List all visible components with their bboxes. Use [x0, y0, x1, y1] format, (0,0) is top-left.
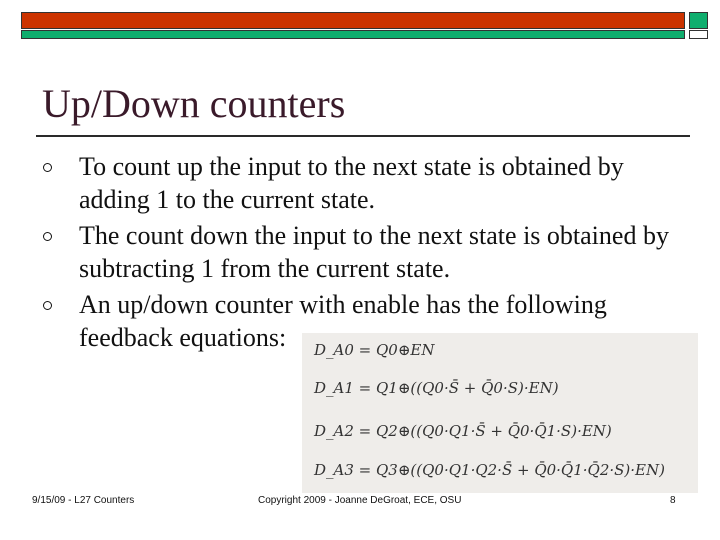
decorative-header-bars — [21, 10, 710, 40]
bullet-text: To count up the input to the next state is obtained by adding 1 to the current state. — [79, 152, 624, 214]
bullet-item — [42, 219, 692, 285]
bullet-circle-icon — [43, 232, 52, 241]
equation-da1: D_A1 = Q1⊕((Q0·S̄ + Q̄0·S)·EN) — [314, 379, 559, 397]
header-green-bar — [21, 30, 685, 39]
slide-title: Up/Down counters — [42, 81, 346, 126]
header-red-bar — [21, 12, 685, 29]
header-green-square — [689, 12, 708, 29]
bullet-circle-icon — [43, 163, 52, 172]
bullet-text: The count down the input to the next state is obtained by subtracting 1 from the current state. — [79, 221, 669, 283]
footer-page-number: 8 — [670, 495, 676, 506]
title-underline — [36, 135, 690, 137]
footer-copyright: Copyright 2009 - Joanne DeGroat, ECE, OSU — [258, 495, 462, 506]
equation-da3: D_A3 = Q3⊕((Q0·Q1·Q2·S̄ + Q̄0·Q̄1·Q̄2·S)·EN) — [314, 461, 665, 479]
header-white-square — [689, 30, 708, 39]
bullet-text: An up/down counter with enable has the following feedback equations: — [79, 290, 607, 352]
equation-da2: D_A2 = Q2⊕((Q0·Q1·S̄ + Q̄0·Q̄1·S)·EN) — [314, 422, 612, 440]
bullet-item — [42, 150, 692, 216]
equations-image — [302, 333, 698, 493]
bullet-circle-icon — [43, 301, 52, 310]
bullet-list — [42, 150, 692, 357]
equation-da0: D_A0 = Q0⊕EN — [314, 341, 435, 359]
footer-date-lecture: 9/15/09 - L27 Counters — [32, 495, 135, 506]
